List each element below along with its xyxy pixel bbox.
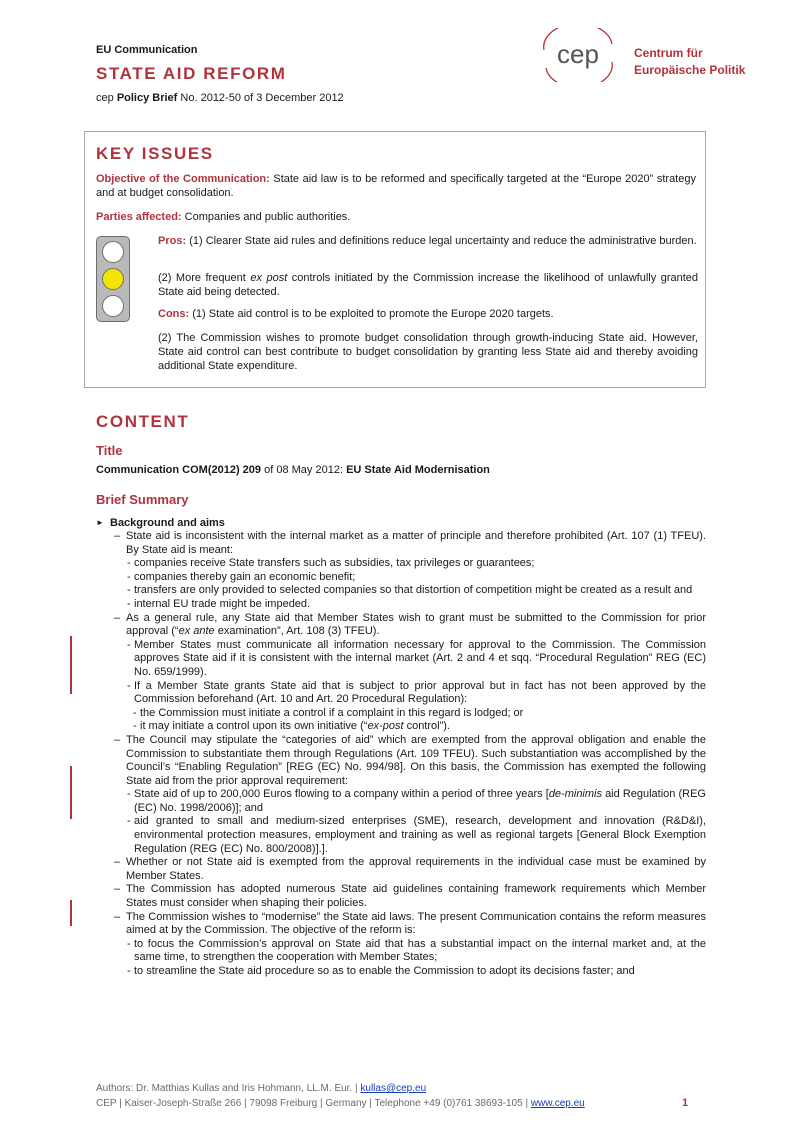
list-item: - aid granted to small and medium-sized enterprises (SME), research, development and innovation (R&D&I), environmental protection measures, employment and training as well as regional targets [General Block Exemption Regulation (REG (EC) No. 800/2008)].]. xyxy=(127,815,706,855)
cons-label: Cons: xyxy=(158,308,190,320)
parties-paragraph xyxy=(96,210,696,224)
org-name-line2: Europäische Politik xyxy=(634,63,746,77)
summary-point-4-text: Whether or not State aid is exempted from the approval requirements in the individual case must be examined by Member States. xyxy=(126,856,706,882)
list-subitem-em: ex-post xyxy=(367,720,404,733)
list-subitem: - the Commission must initiate a control if a complaint in this regard is lodged; or xyxy=(133,706,524,719)
traffic-light-bottom-lamp xyxy=(102,295,124,317)
objective-text: State aid law is to be reformed and specifically targeted at the “Europe 2020” strategy and at budget consolidation. xyxy=(96,173,696,199)
change-bar xyxy=(70,900,72,926)
summary-point-1 xyxy=(96,530,706,557)
list-item-text: to streamline the State aid procedure so as to enable the Commission to adopt its decisions faster; and xyxy=(134,965,635,977)
list-item-text: to focus the Commission’s approval on State aid that has a substantial impact on the internal market and, at the same time, to strengthen the cooperation with Member States; xyxy=(134,937,706,964)
summary-point-6-text: The Commission wishes to “modernise” the State aid laws. The present Communication contains the reform measures aimed at by the Commission. The objective of the reform is: xyxy=(126,910,706,937)
list-item: - companies receive State transfers such as subsidies, tax privileges or guarantees; xyxy=(127,557,535,570)
cons-1-text: (1) State aid control is to be exploited to promote the Europe 2020 targets. xyxy=(192,308,554,320)
parties-text: Companies and public authorities. xyxy=(184,211,351,223)
pros-2-text-a: (2) More frequent xyxy=(158,272,246,284)
list-item-text-b: aid Regulation (REG (EC) No. 1998/2006)]; and xyxy=(134,788,706,814)
summary-point-1-text: State aid is inconsistent with the internal market as a matter of principle and therefore prohibited (Art. 107 (1) TFEU). By State aid is meant: xyxy=(126,530,706,556)
summary-point-2 xyxy=(96,612,706,639)
dash-marker: – xyxy=(114,910,121,923)
list-item-text: Member States must communicate all information necessary for approval to the Commission. The Commission approves State aid if it is consistent with the internal market (Art. 2 and 4 et sqq. “Procedural Regulation” REG (EC) No. 659/1999). xyxy=(134,638,706,678)
change-bar xyxy=(70,636,72,694)
traffic-light-icon xyxy=(96,236,130,322)
list-item: - companies thereby gain an economic benefit; xyxy=(127,570,356,583)
comm-name: EU State Aid Modernisation xyxy=(346,464,490,476)
traffic-light-middle-lamp xyxy=(102,268,124,290)
brief-prefix: cep xyxy=(96,92,114,104)
background-heading xyxy=(96,516,706,530)
doc-title: STATE AID REFORM xyxy=(96,64,287,83)
logo-text: cep xyxy=(557,39,599,69)
triangle-bullet-icon: ► xyxy=(96,518,104,527)
objective-paragraph xyxy=(96,172,696,200)
footer-authors xyxy=(96,1083,426,1094)
cons-1 xyxy=(158,307,698,321)
list-subitem-text-a: it may initiate a control upon its own initiative (“ xyxy=(140,720,368,733)
list-item-text: companies thereby gain an economic benefit; xyxy=(134,570,356,583)
footer-authors-text: Authors: Dr. Matthias Kullas and Iris Hohmann, LL.M. Eur. | xyxy=(96,1083,358,1094)
cep-logo-icon xyxy=(538,28,618,82)
summary-point-2-text-a: As a general rule, any State aid that Member States wish to grant must be submitted to the Commission for prior approval (“ xyxy=(126,611,706,638)
doc-kicker: EU Communication xyxy=(96,44,198,56)
key-issues-title: KEY ISSUES xyxy=(96,144,214,163)
traffic-light-top-lamp xyxy=(102,241,124,263)
summary-point-5 xyxy=(96,883,706,910)
objective-label: Objective of the Communication: xyxy=(96,173,270,185)
dash-marker: – xyxy=(114,611,121,624)
list-item: - to focus the Commission’s approval on State aid that has a substantial impact on the internal market and, at the same time, to strengthen the cooperation with Member States; xyxy=(127,937,706,964)
content-title: CONTENT xyxy=(96,412,190,431)
dash-marker: – xyxy=(114,530,121,542)
pros-2 xyxy=(158,271,698,299)
list-item: - to streamline the State aid procedure so as to enable the Commission to adopt its decisions faster; and xyxy=(127,965,635,977)
comm-number: Communication COM(2012) 209 xyxy=(96,464,262,476)
footer-address-text: CEP | Kaiser-Joseph-Straße 266 | 79098 Freiburg | Germany | Telephone +49 (0)761 38693-105 | xyxy=(96,1098,529,1109)
list-item-text: internal EU trade might be impeded. xyxy=(134,597,311,610)
list-item-text: transfers are only provided to selected companies so that distortion of competition might be created as a result and xyxy=(134,584,693,597)
summary-point-3 xyxy=(96,734,706,788)
email-link[interactable]: kullas@cep.eu xyxy=(360,1083,427,1094)
footer-address xyxy=(96,1098,585,1109)
org-name-line1: Centrum für xyxy=(634,46,703,60)
summary-point-3-text: The Council may stipulate the “categories of aid” which are exempted from the approval obligation and enable the Commission to substantiate them through Regulations (Art. 109 TFEU). Such substantiation was accomplished by the Council’s “Enabling Regulation” [REG (EC) No. 994/98]. On this basis, the Commission has exempted the following State aid from the prior approval requirement: xyxy=(126,733,706,787)
summary-point-5-text: The Commission has adopted numerous State aid guidelines containing framework requirements which Member States must consider when shaping their policies. xyxy=(126,883,706,910)
list-item: - If a Member State grants State aid that is subject to prior approval but in fact has not been approved by the Commission beforehand (Art. 10 and Art. 20 Procedural Regulation): xyxy=(127,679,706,706)
comm-date: of 08 May 2012: xyxy=(264,464,343,476)
cons-2: (2) The Commission wishes to promote budget consolidation through growth-inducing State aid. However, State aid control can best contribute to budget consolidation by granting less State aid and thereby avoiding additional State expenditure. xyxy=(158,332,698,372)
list-item-text: If a Member State grants State aid that is subject to prior approval but in fact has not been approved by the Commission beforehand (Art. 10 and Art. 20 Procedural Regulation): xyxy=(134,679,706,706)
list-subitem-text-b: control”). xyxy=(403,720,450,733)
summary-point-6 xyxy=(96,911,706,938)
summary-point-2-text-b: examination”, Art. 108 (3) TFEU). xyxy=(214,625,380,638)
org-name xyxy=(634,45,745,79)
summary-point-4 xyxy=(96,856,706,883)
list-item-text-a: State aid of up to 200,000 Euros flowing to a company within a period of three years [ xyxy=(134,788,549,801)
title-heading: Title xyxy=(96,443,123,458)
list-item: - transfers are only provided to selected companies so that distortion of competition might be created as a result and xyxy=(127,584,693,597)
list-item: - State aid of up to 200,000 Euros flowing to a company within a period of three years [de-minimis aid Regulation (REG (EC) No. 1998/2006)]; and xyxy=(127,788,706,814)
dash-marker: – xyxy=(114,883,121,896)
policy-brief-line xyxy=(96,92,344,104)
summary-body xyxy=(96,516,706,979)
communication-line xyxy=(96,463,706,477)
list-subitem: - it may initiate a control upon its own initiative (“ex-post control”). xyxy=(133,720,450,733)
summary-heading: Brief Summary xyxy=(96,492,189,507)
list-item-em: de-minimis xyxy=(548,788,602,801)
background-heading-text: Background and aims xyxy=(110,517,225,529)
pros-1-text: (1) Clearer State aid rules and definitions reduce legal uncertainty and reduce the administrative burden. xyxy=(189,235,697,247)
pros-label: Pros: xyxy=(158,235,187,247)
brief-number: No. 2012-50 of 3 December 2012 xyxy=(180,92,344,104)
list-item-text: aid granted to small and medium-sized enterprises (SME), research, development and innovation (R&D&I), environmental protection measures, employment and training as well as regional targets [General Block Exemption Regulation (REG (EC) No. 800/2008)].]. xyxy=(134,815,706,855)
pros-2-text-b: controls initiated by the Commission increase the likelihood of unlawfully granted State aid being detected. xyxy=(158,272,699,298)
pros-1 xyxy=(158,234,698,248)
pros-2-em: ex post xyxy=(250,272,288,284)
dash-marker: – xyxy=(114,856,121,869)
list-subitem-text: the Commission must initiate a control if a complaint in this regard is lodged; or xyxy=(140,706,524,719)
brief-bold: Policy Brief xyxy=(116,92,178,104)
summary-point-2-em: ex ante xyxy=(178,625,215,638)
list-item: - Member States must communicate all information necessary for approval to the Commission. The Commission approves State aid if it is consistent with the internal market (Art. 2 and 4 et sqq. “Procedural Regulation” REG (EC) No. 659/1999). xyxy=(127,638,706,678)
list-item: - internal EU trade might be impeded. xyxy=(127,597,311,610)
change-bar xyxy=(70,766,72,819)
page-number: 1 xyxy=(682,1097,689,1109)
dash-marker: – xyxy=(114,733,121,746)
list-item-text: companies receive State transfers such as subsidies, tax privileges or guarantees; xyxy=(134,557,535,570)
website-link[interactable]: www.cep.eu xyxy=(530,1098,585,1109)
parties-label: Parties affected: xyxy=(96,211,182,223)
